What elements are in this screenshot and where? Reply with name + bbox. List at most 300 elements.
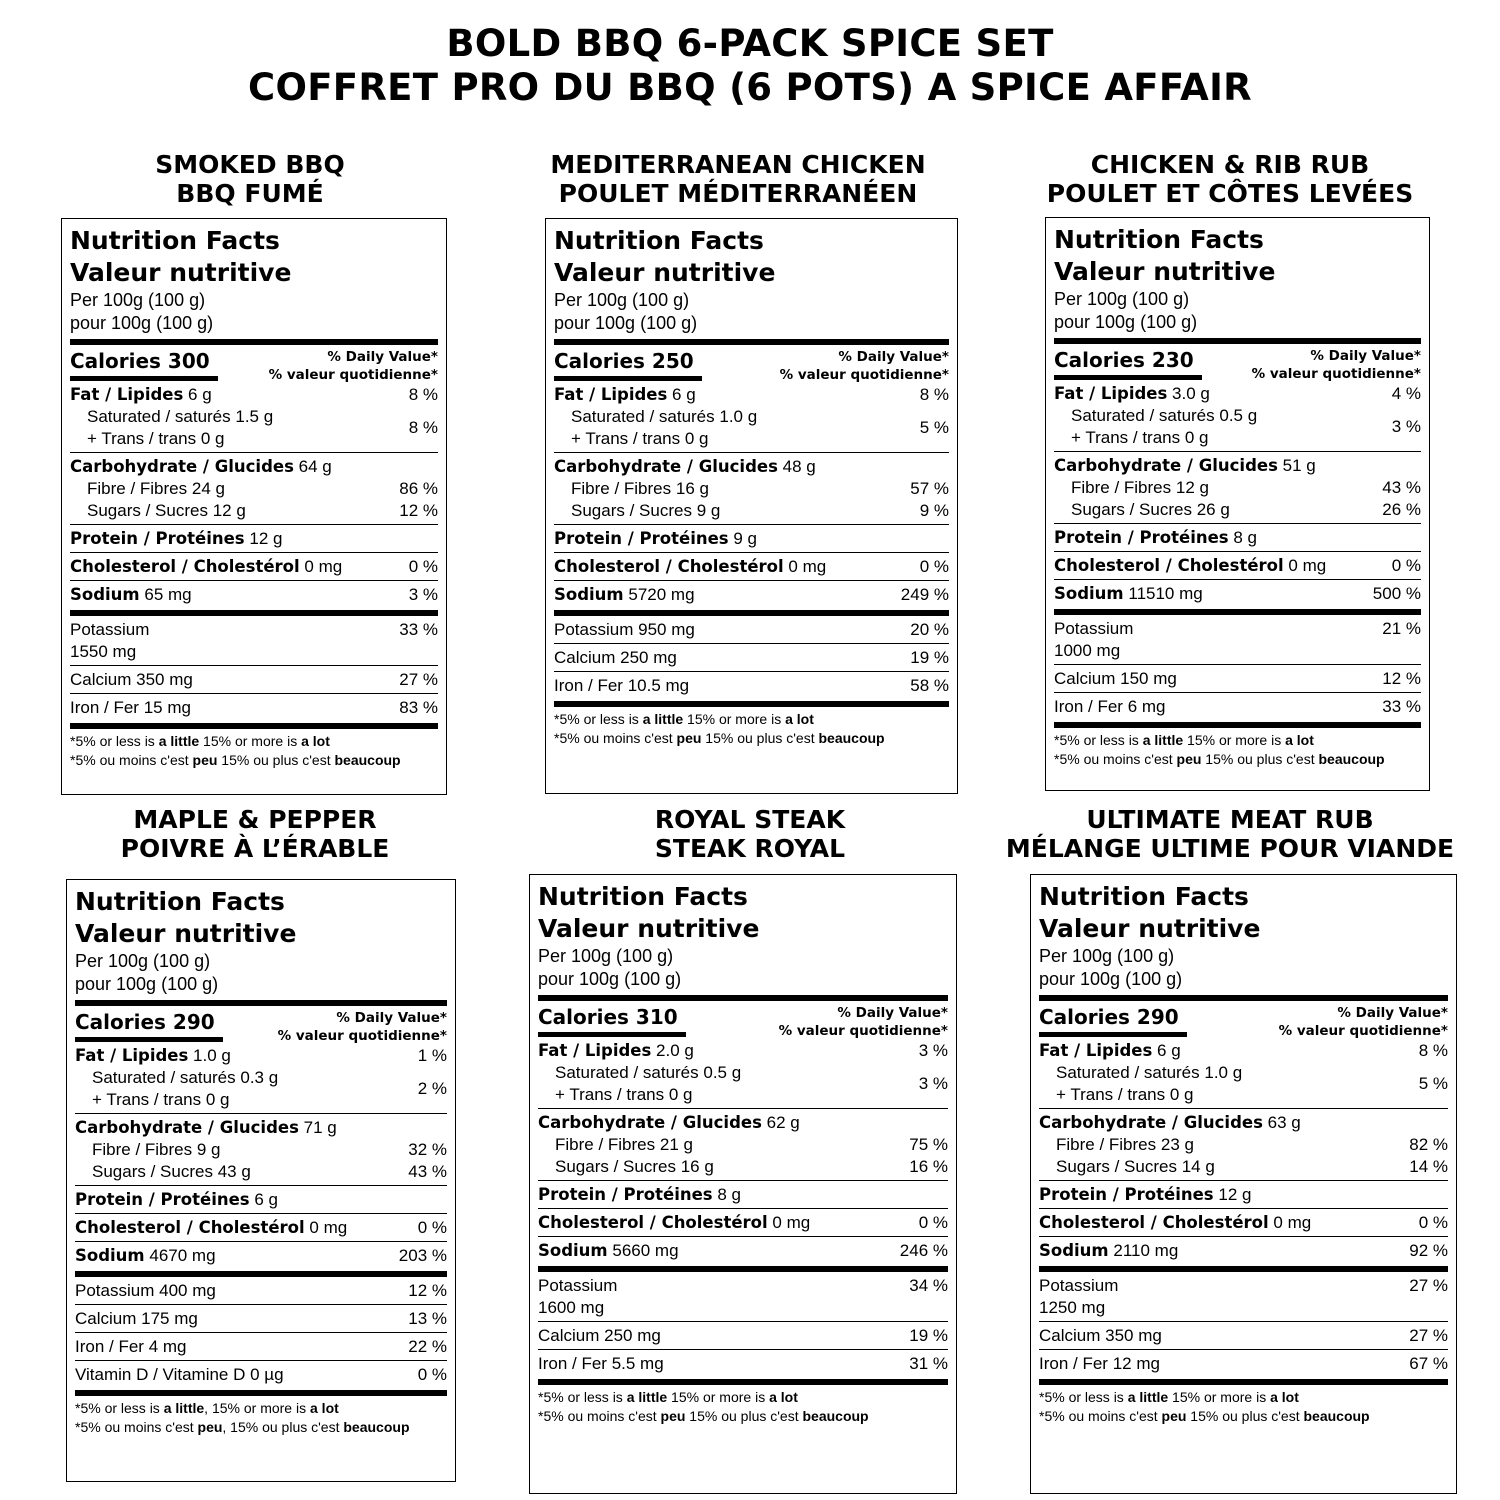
daily-value-fr: % valeur quotidienne* xyxy=(1278,1023,1448,1039)
footnote-en-part: *5% or less is xyxy=(1039,1389,1128,1405)
fibre-amount: 23 g xyxy=(1160,1135,1194,1154)
vitamin-d-amount: 0 µg xyxy=(250,1365,284,1384)
calcium-label: Calcium xyxy=(538,1326,600,1345)
footnote-en-bold: a lot xyxy=(301,733,330,749)
trans-row xyxy=(1056,1084,1242,1106)
saturated-percent: 3 % xyxy=(918,1074,948,1093)
sugars-label: Sugars / Sucres xyxy=(555,1157,676,1176)
sugars-text xyxy=(87,500,246,522)
nf-heading-en: Nutrition Facts xyxy=(75,887,285,916)
iron-amount: 10.5 mg xyxy=(627,676,690,695)
sodium-percent: 203 % xyxy=(398,1246,447,1265)
serving-size-en: Per 100g (100 g) xyxy=(538,946,674,966)
saturated-amount: 1.0 g xyxy=(719,407,758,426)
fibre-text xyxy=(1071,477,1209,499)
protein-amount: 6 g xyxy=(254,1190,278,1209)
calories-bar xyxy=(75,1037,223,1042)
daily-value-header xyxy=(1279,1004,1448,1040)
serving-size-fr: pour 100g (100 g) xyxy=(1039,969,1183,989)
fibre-row xyxy=(538,1134,948,1156)
sugars-text xyxy=(1056,1156,1215,1178)
sugars-percent: 26 % xyxy=(1382,500,1421,519)
cholesterol-percent: 0 % xyxy=(408,557,438,576)
nutrition-facts-label xyxy=(1045,217,1430,791)
nf-heading-en: Nutrition Facts xyxy=(538,882,748,911)
cholesterol-label: Cholesterol / Cholestérol xyxy=(1054,556,1284,575)
fat-text xyxy=(554,384,696,406)
cholesterol-amount: 0 mg xyxy=(1288,556,1327,575)
potassium-label: Potassium xyxy=(75,1281,155,1300)
sugars-amount: 43 g xyxy=(217,1162,251,1181)
potassium-row xyxy=(1054,618,1421,662)
footnote-en-part: *5% or less is xyxy=(1054,732,1143,748)
carbohydrate-amount: 64 g xyxy=(298,457,332,476)
footnote-fr-part: 15% ou plus c'est xyxy=(701,730,819,746)
fibre-amount: 24 g xyxy=(191,479,225,498)
footnote-en-part: 15% or more is xyxy=(667,1389,770,1405)
divider-thick xyxy=(1054,609,1421,615)
protein-label: Protein / Protéines xyxy=(70,529,245,548)
footnote-fr-part: *5% ou moins c'est xyxy=(70,752,193,768)
potassium-text xyxy=(538,1275,617,1319)
divider-thick xyxy=(1039,1266,1448,1272)
potassium-percent: 20 % xyxy=(910,620,949,639)
vitamin-d-row xyxy=(75,1364,447,1386)
calcium-amount: 250 mg xyxy=(620,648,677,667)
footnote-en xyxy=(75,1399,447,1418)
calories-block xyxy=(75,1009,223,1042)
nf-heading-en: Nutrition Facts xyxy=(70,226,280,255)
sugars-amount: 9 g xyxy=(696,501,721,520)
fibre-label: Fibre / Fibres xyxy=(92,1140,193,1159)
fat-label: Fat / Lipides xyxy=(554,385,668,404)
divider xyxy=(1039,1349,1448,1350)
sodium-row xyxy=(1039,1240,1448,1262)
saturated-trans-group xyxy=(70,406,438,450)
footnote-fr xyxy=(554,729,949,748)
sugars-row xyxy=(554,500,949,522)
footnote-en xyxy=(554,710,949,729)
nf-heading-fr: Valeur nutritive xyxy=(554,258,776,287)
serving-size-en: Per 100g (100 g) xyxy=(75,951,211,971)
fat-percent: 8 % xyxy=(919,385,949,404)
sugars-amount: 26 g xyxy=(1196,500,1230,519)
nf-heading-en: Nutrition Facts xyxy=(554,226,764,255)
product-title xyxy=(1030,150,1430,208)
calories-bar xyxy=(554,376,702,381)
sodium-row xyxy=(554,584,949,606)
product-name-en: SMOKED BBQ xyxy=(155,150,345,179)
nf-heading-fr: Valeur nutritive xyxy=(538,914,760,943)
fat-text xyxy=(538,1040,694,1062)
sodium-percent: 246 % xyxy=(899,1241,948,1260)
footnote-en-part: 15% or more is xyxy=(1168,1389,1271,1405)
fat-percent: 3 % xyxy=(918,1041,948,1060)
calcium-amount: 150 mg xyxy=(1120,669,1177,688)
divider xyxy=(538,1236,948,1237)
potassium-percent: 12 % xyxy=(408,1281,447,1300)
fibre-row xyxy=(70,478,438,500)
sodium-text xyxy=(1039,1240,1178,1262)
footnote-en-bold: a lot xyxy=(785,711,814,727)
product-name-en: CHICKEN & RIB RUB xyxy=(1090,150,1370,179)
divider xyxy=(1054,551,1421,552)
daily-value-en: % Daily Value* xyxy=(1337,1005,1448,1021)
footnote-fr-part: *5% ou moins c'est xyxy=(1054,751,1177,767)
fibre-percent: 86 % xyxy=(399,479,438,498)
protein-text xyxy=(1039,1184,1251,1206)
saturated-trans-lines xyxy=(1039,1062,1242,1106)
fibre-amount: 21 g xyxy=(659,1135,693,1154)
footnote-en-part: 15% or more is xyxy=(1183,732,1286,748)
sodium-percent: 92 % xyxy=(1409,1241,1448,1260)
saturated-trans-lines xyxy=(554,406,757,450)
footnote-fr-bold: beaucoup xyxy=(1318,751,1385,767)
sodium-label: Sodium xyxy=(1039,1241,1109,1260)
divider-thick xyxy=(70,610,438,616)
daily-value-header xyxy=(1252,347,1421,383)
sugars-row xyxy=(70,500,438,522)
divider-thick xyxy=(538,1379,948,1385)
calories-row xyxy=(70,345,438,384)
footnote-fr-bold: peu xyxy=(1176,751,1202,767)
fat-amount: 3.0 g xyxy=(1172,384,1210,403)
cholesterol-percent: 0 % xyxy=(918,1213,948,1232)
daily-value-fr: % valeur quotidienne* xyxy=(1251,366,1421,382)
sugars-row xyxy=(1054,499,1421,521)
saturated-trans-lines xyxy=(70,406,273,450)
trans-row xyxy=(87,428,273,450)
potassium-text xyxy=(1039,1275,1118,1319)
cholesterol-text xyxy=(554,556,826,578)
footnote-fr-part: 15% ou plus c'est xyxy=(217,752,335,768)
serving-size-en: Per 100g (100 g) xyxy=(1054,289,1190,309)
footnote-fr-part: 15% ou plus c'est xyxy=(685,1408,803,1424)
divider xyxy=(1054,664,1421,665)
calories-block xyxy=(554,348,702,381)
fibre-text xyxy=(1056,1134,1194,1156)
sugars-row xyxy=(1039,1156,1448,1178)
calcium-row xyxy=(70,669,438,691)
nf-heading-fr: Valeur nutritive xyxy=(70,258,292,287)
sodium-text xyxy=(75,1245,216,1267)
sugars-text xyxy=(1071,499,1230,521)
protein-label: Protein / Protéines xyxy=(538,1185,713,1204)
sodium-text xyxy=(1054,583,1203,605)
carbohydrate-amount: 62 g xyxy=(766,1113,800,1132)
iron-row xyxy=(1054,696,1421,718)
nf-heading-en: Nutrition Facts xyxy=(1054,225,1264,254)
saturated-row xyxy=(571,406,757,428)
sodium-label: Sodium xyxy=(70,585,140,604)
trans-label: + Trans / trans 0 g xyxy=(571,429,709,448)
serving-size-fr: pour 100g (100 g) xyxy=(1054,312,1198,332)
footnote-fr-bold: beaucoup xyxy=(334,752,401,768)
footnote-fr-bold: beaucoup xyxy=(818,730,885,746)
sugars-percent: 12 % xyxy=(399,501,438,520)
carbohydrate-row xyxy=(1054,455,1421,477)
saturated-row xyxy=(1056,1062,1242,1084)
cholesterol-row xyxy=(1054,555,1421,577)
carbohydrate-amount: 63 g xyxy=(1267,1113,1301,1132)
cholesterol-percent: 0 % xyxy=(919,557,949,576)
sodium-amount: 5720 mg xyxy=(628,585,695,604)
product-name-en: MAPLE & PEPPER xyxy=(133,805,377,834)
sugars-text xyxy=(555,1156,714,1178)
sugars-amount: 16 g xyxy=(680,1157,714,1176)
fat-percent: 1 % xyxy=(417,1046,447,1065)
footnote-en-part: *5% or less is xyxy=(75,1400,164,1416)
carbohydrate-label: Carbohydrate / Glucides xyxy=(554,457,778,476)
divider xyxy=(75,1332,447,1333)
sodium-amount: 4670 mg xyxy=(149,1246,216,1265)
sugars-row xyxy=(538,1156,948,1178)
serving-size-fr: pour 100g (100 g) xyxy=(554,313,698,333)
potassium-row xyxy=(75,1280,447,1302)
product-title xyxy=(530,805,970,863)
saturated-amount: 0.3 g xyxy=(240,1068,279,1087)
daily-value-header xyxy=(779,1004,948,1040)
divider xyxy=(70,693,438,694)
fat-percent: 8 % xyxy=(1418,1041,1448,1060)
footnote-fr-part: 15% ou plus c'est xyxy=(1201,751,1319,767)
divider xyxy=(70,665,438,666)
divider xyxy=(538,1349,948,1350)
daily-value-en: % Daily Value* xyxy=(838,349,949,365)
saturated-label: Saturated / saturés xyxy=(571,407,715,426)
footnote-en-bold: a lot xyxy=(1270,1389,1299,1405)
calcium-percent: 13 % xyxy=(408,1309,447,1328)
calories-value: Calories 300 xyxy=(70,349,210,373)
saturated-row xyxy=(1071,405,1257,427)
calories-value: Calories 230 xyxy=(1054,348,1194,372)
sodium-text xyxy=(538,1240,679,1262)
sugars-percent: 9 % xyxy=(919,501,949,520)
fat-percent: 8 % xyxy=(408,385,438,404)
divider xyxy=(75,1113,447,1114)
cholesterol-label: Cholesterol / Cholestérol xyxy=(554,557,784,576)
iron-label: Iron / Fer xyxy=(75,1337,144,1356)
product-name-en: ULTIMATE MEAT RUB xyxy=(1086,805,1374,834)
calcium-row xyxy=(554,647,949,669)
sugars-label: Sugars / Sucres xyxy=(1056,1157,1177,1176)
sodium-label: Sodium xyxy=(538,1241,608,1260)
vitamin-d-text xyxy=(75,1364,284,1386)
trans-row xyxy=(555,1084,741,1106)
cholesterol-row xyxy=(538,1212,948,1234)
saturated-trans-group xyxy=(1054,405,1421,449)
divider xyxy=(75,1241,447,1242)
fat-amount: 6 g xyxy=(188,385,212,404)
daily-value-fr: % valeur quotidienne* xyxy=(277,1028,447,1044)
calories-row xyxy=(1054,344,1421,383)
footnote-en xyxy=(1054,731,1421,750)
fibre-label: Fibre / Fibres xyxy=(555,1135,656,1154)
protein-label: Protein / Protéines xyxy=(75,1190,250,1209)
sodium-percent: 3 % xyxy=(408,585,438,604)
fat-row xyxy=(1039,1040,1448,1062)
divider xyxy=(75,1304,447,1305)
calcium-label: Calcium xyxy=(1054,669,1116,688)
cholesterol-row xyxy=(75,1217,447,1239)
fibre-percent: 82 % xyxy=(1409,1135,1448,1154)
footnote-fr-bold: peu xyxy=(197,1419,223,1435)
cholesterol-label: Cholesterol / Cholestérol xyxy=(70,557,300,576)
fibre-row xyxy=(75,1139,447,1161)
iron-text xyxy=(1054,696,1166,718)
protein-label: Protein / Protéines xyxy=(1039,1185,1214,1204)
carbohydrate-text xyxy=(554,456,816,478)
carbohydrate-text xyxy=(70,456,332,478)
saturated-percent: 5 % xyxy=(919,418,949,437)
footnote xyxy=(70,732,438,770)
calories-bar xyxy=(70,376,218,381)
fibre-amount: 12 g xyxy=(1175,478,1209,497)
iron-amount: 15 mg xyxy=(143,698,191,717)
divider xyxy=(554,580,949,581)
daily-value-fr: % valeur quotidienne* xyxy=(268,367,438,383)
iron-amount: 12 mg xyxy=(1112,1354,1160,1373)
calcium-label: Calcium xyxy=(554,648,616,667)
footnote-fr xyxy=(1054,750,1421,769)
calcium-amount: 350 mg xyxy=(136,670,193,689)
cholesterol-amount: 0 mg xyxy=(1273,1213,1312,1232)
fibre-percent: 75 % xyxy=(909,1135,948,1154)
carbohydrate-amount: 48 g xyxy=(782,457,816,476)
saturated-trans-group xyxy=(538,1062,948,1106)
fat-label: Fat / Lipides xyxy=(70,385,184,404)
nutrition-facts-label xyxy=(61,218,447,795)
cholesterol-percent: 0 % xyxy=(1418,1213,1448,1232)
sodium-percent: 249 % xyxy=(900,585,949,604)
divider xyxy=(554,671,949,672)
cholesterol-amount: 0 mg xyxy=(788,557,827,576)
saturated-row xyxy=(92,1067,278,1089)
saturated-percent: 8 % xyxy=(408,418,438,437)
divider xyxy=(1039,1236,1448,1237)
sodium-row xyxy=(75,1245,447,1267)
calcium-amount: 350 mg xyxy=(1105,1326,1162,1345)
nutrition-facts-label xyxy=(545,218,958,794)
serving-size-fr: pour 100g (100 g) xyxy=(75,974,219,994)
trans-row xyxy=(92,1089,278,1111)
iron-text xyxy=(554,675,689,697)
calcium-percent: 12 % xyxy=(1382,669,1421,688)
sodium-label: Sodium xyxy=(1054,584,1124,603)
potassium-row xyxy=(538,1275,948,1319)
calcium-label: Calcium xyxy=(70,670,132,689)
saturated-amount: 0.5 g xyxy=(703,1063,742,1082)
saturated-label: Saturated / saturés xyxy=(555,1063,699,1082)
fat-row xyxy=(75,1045,447,1067)
product-name-fr: MÉLANGE ULTIME POUR VIANDE xyxy=(1005,834,1455,863)
fibre-text xyxy=(555,1134,693,1156)
potassium-row xyxy=(1039,1275,1448,1319)
iron-amount: 4 mg xyxy=(148,1337,187,1356)
fat-row xyxy=(554,384,949,406)
divider xyxy=(1054,692,1421,693)
potassium-percent: 33 % xyxy=(399,620,438,639)
iron-row xyxy=(1039,1353,1448,1375)
potassium-text xyxy=(75,1280,216,1302)
calcium-row xyxy=(538,1325,948,1347)
daily-value-fr: % valeur quotidienne* xyxy=(778,1023,948,1039)
saturated-amount: 1.0 g xyxy=(1204,1063,1243,1082)
calories-block xyxy=(538,1004,686,1037)
footnote-en-part: *5% or less is xyxy=(554,711,643,727)
footnote-en-bold: a little xyxy=(158,733,200,749)
footnote-fr xyxy=(75,1418,447,1437)
calcium-text xyxy=(75,1308,198,1330)
calcium-percent: 27 % xyxy=(1409,1326,1448,1345)
footnote-fr-part: *5% ou moins c'est xyxy=(75,1419,198,1435)
calories-value: Calories 290 xyxy=(1039,1005,1179,1029)
sodium-row xyxy=(70,584,438,606)
footnote-en-bold: a lot xyxy=(769,1389,798,1405)
calcium-row xyxy=(1039,1325,1448,1347)
cholesterol-label: Cholesterol / Cholestérol xyxy=(538,1213,768,1232)
calories-block xyxy=(1039,1004,1187,1037)
nutrition-facts-label xyxy=(1030,874,1457,1494)
carbohydrate-row xyxy=(538,1112,948,1134)
carbohydrate-text xyxy=(538,1112,800,1134)
potassium-amount: 950 mg xyxy=(638,620,695,639)
iron-text xyxy=(1039,1353,1160,1375)
protein-row xyxy=(1054,527,1421,549)
fibre-percent: 43 % xyxy=(1382,478,1421,497)
divider-thick xyxy=(75,1390,447,1396)
sodium-text xyxy=(554,584,695,606)
calcium-percent: 19 % xyxy=(909,1326,948,1345)
fat-row xyxy=(538,1040,948,1062)
potassium-amount: 1000 mg xyxy=(1054,641,1121,660)
calcium-text xyxy=(1039,1325,1162,1347)
sugars-amount: 12 g xyxy=(212,501,246,520)
protein-amount: 9 g xyxy=(733,529,757,548)
divider xyxy=(75,1213,447,1214)
saturated-row xyxy=(87,406,273,428)
protein-amount: 8 g xyxy=(1233,528,1257,547)
footnote-fr-part: 15% ou plus c'est xyxy=(1186,1408,1304,1424)
divider-thick xyxy=(75,1271,447,1277)
footnote-fr-bold: peu xyxy=(1161,1408,1187,1424)
footnote xyxy=(1039,1388,1448,1426)
serving-size-en: Per 100g (100 g) xyxy=(1039,946,1175,966)
daily-value-en: % Daily Value* xyxy=(837,1005,948,1021)
fibre-label: Fibre / Fibres xyxy=(1056,1135,1157,1154)
nf-heading-fr: Valeur nutritive xyxy=(75,919,297,948)
footnote-fr-bold: beaucoup xyxy=(802,1408,869,1424)
product-name-en: MEDITERRANEAN CHICKEN xyxy=(550,150,926,179)
potassium-percent: 21 % xyxy=(1382,619,1421,638)
potassium-label: Potassium xyxy=(70,620,150,639)
carbohydrate-row xyxy=(554,456,949,478)
cholesterol-amount: 0 mg xyxy=(309,1218,348,1237)
fat-label: Fat / Lipides xyxy=(1054,384,1168,403)
fat-text xyxy=(75,1045,231,1067)
carbohydrate-label: Carbohydrate / Glucides xyxy=(1039,1113,1263,1132)
carbohydrate-amount: 71 g xyxy=(303,1118,337,1137)
footnote-fr-part: *5% ou moins c'est xyxy=(1039,1408,1162,1424)
divider xyxy=(1054,523,1421,524)
iron-percent: 83 % xyxy=(399,698,438,717)
footnote-en xyxy=(538,1388,948,1407)
iron-row xyxy=(70,697,438,719)
fat-amount: 6 g xyxy=(1157,1041,1181,1060)
protein-label: Protein / Protéines xyxy=(554,529,729,548)
divider xyxy=(75,1185,447,1186)
footnote-en-part: 15% or more is xyxy=(683,711,786,727)
